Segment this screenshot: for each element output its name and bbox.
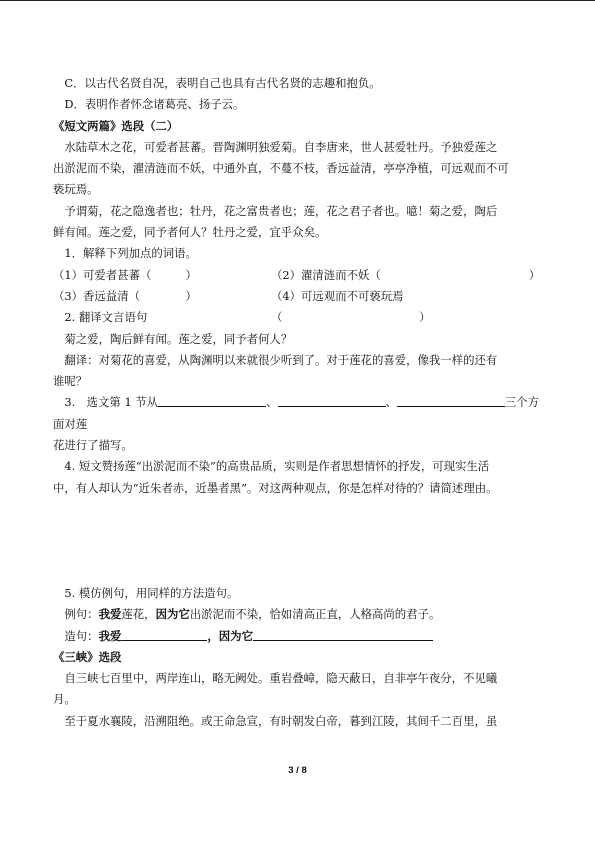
answer-blank[interactable] — [158, 394, 266, 407]
question-3 — [53, 392, 549, 435]
example-sentence — [53, 604, 549, 625]
make-label: 造句： — [64, 628, 99, 643]
passage-line: 至于夏水襄陵，沿溯阻绝。或王命急宣，有时朝发白帝，暮到江陵，其间千二百里，虽 — [64, 713, 498, 728]
answer-blank[interactable] — [121, 628, 207, 641]
question-1-item: （3）香远益清（ ） — [53, 288, 197, 303]
page-number: 3 / 8 — [288, 765, 307, 776]
example-label: 例句： — [64, 607, 99, 622]
option-d: D．表明作者怀念诸葛亮、扬子云。 — [64, 97, 245, 112]
example-bold: 因为它 — [155, 607, 190, 622]
answer-blank[interactable] — [253, 628, 433, 641]
question-2: 2. 翻译文言语句 — [64, 310, 148, 325]
question-1-item: （1）可爱者甚蕃（ ） — [53, 267, 197, 282]
separator: 、 — [385, 395, 397, 410]
make-bold: 因为它 — [218, 628, 253, 643]
top-border — [0, 0, 595, 1]
make-bold: 我爱 — [98, 628, 122, 643]
document-body — [53, 73, 549, 732]
question-1-item: （4）可远观而不可亵玩焉（ ） — [271, 288, 431, 325]
question-3-text: 3. 选文第 1 节从 — [64, 395, 159, 410]
section-title-2: 《短文两篇》选段（二） — [53, 118, 179, 133]
example-text: 出淤泥而不染，恰如清高正直，人格高尚的君子。 — [189, 607, 441, 622]
answer-blank[interactable] — [278, 394, 386, 407]
question-1-item: （2）濯清涟而不妖（ ） — [271, 267, 541, 282]
passage-line: 予谓菊，花之隐逸者也；牡丹，花之富贵者也；莲，花之君子者也。噫！菊之爱，陶后 — [64, 203, 498, 218]
option-c: C．以古代名贤自况，表明自己也具有古代名贤的志趣和抱负。 — [64, 76, 381, 90]
make-bold: ， — [207, 628, 219, 643]
question-2-translation: 翻译：对菊花的喜爱，从陶渊明以来就很少听到了。对于莲花的喜爱，像我一样的还有 — [64, 352, 498, 367]
question-4: 中，有人却认为“近朱者赤，近墨者黑”。对这两种观点，你是怎样对待的？请简述理由。 — [53, 480, 498, 495]
example-text: 莲花， — [121, 607, 156, 622]
question-5: 5. 模仿例句，用同样的方法造句。 — [64, 585, 239, 600]
separator: 、 — [266, 395, 278, 410]
question-1: 1．解释下列加点的词语。 — [64, 246, 197, 261]
passage-line: 自三峡七百里中，两岸连山，略无阙处。重岩叠嶂，隐天蔽日，自非亭午夜分，不见曦 — [64, 671, 498, 686]
passage-line: 鲜有闻。莲之爱，同予者何人？牡丹之爱，宜乎众矣。 — [53, 225, 327, 240]
passage-line: 出淤泥而不染，濯清涟而不妖，中通外直，不蔓不枝，香远益清，亭亭净植，可远观而不可 — [53, 161, 509, 176]
passage-line: 月。 — [53, 692, 76, 707]
question-2-sentence: 菊之爱，陶后鲜有闻。莲之爱，同予者何人？ — [64, 331, 293, 346]
make-sentence — [53, 626, 549, 647]
question-3-cont: 花进行了描写。 — [53, 438, 133, 453]
section-title-3: 《三峡》选段 — [53, 649, 122, 664]
example-bold: 我爱 — [98, 607, 122, 622]
question-3-text: 三个方面对莲 — [53, 395, 540, 431]
question-4: 4. 短文赞扬莲“出淤泥而不染”的高贵品质，实则是作者思想情怀的抒发，可现实生活 — [64, 459, 490, 474]
question-2-translation: 谁呢？ — [53, 374, 88, 389]
question-1-row — [53, 265, 549, 286]
passage-line: 亵玩焉。 — [53, 182, 99, 197]
passage-line: 水陆草木之花，可爱者甚蕃。晋陶渊明独爱菊。自李唐来，世人甚爱牡丹。予独爱莲之 — [64, 139, 498, 154]
answer-blank[interactable] — [397, 394, 505, 407]
answer-space[interactable] — [53, 499, 549, 583]
